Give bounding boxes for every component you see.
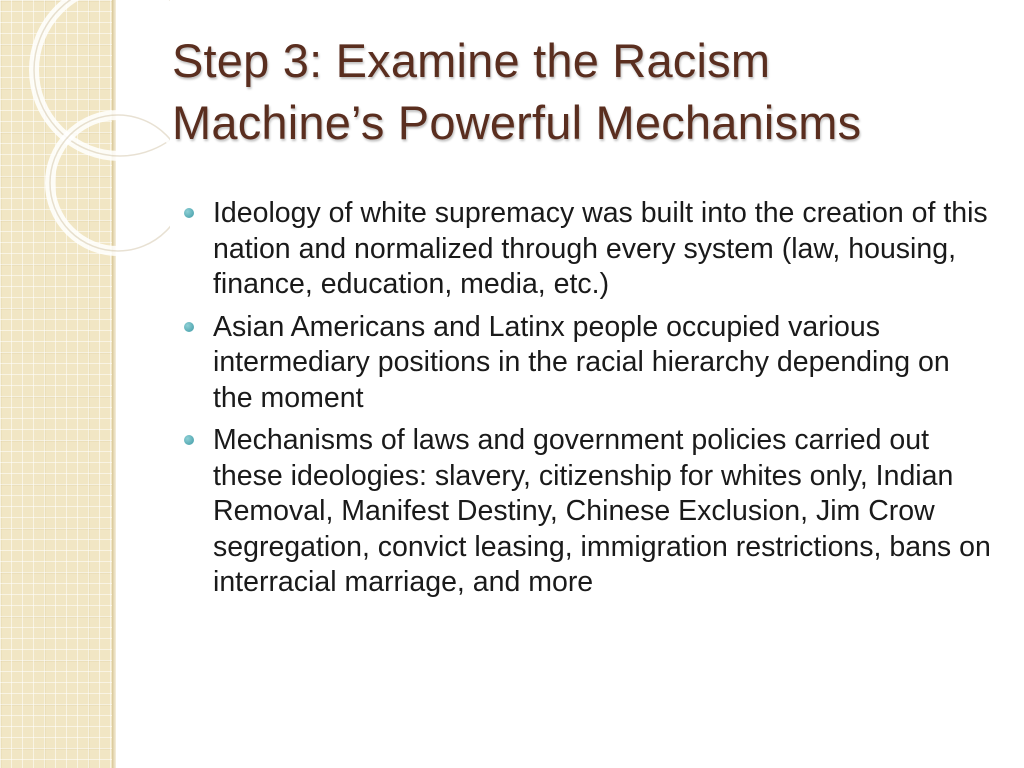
bullet-dot-icon [184, 208, 194, 218]
bullet-item [182, 310, 992, 417]
bullet-item [182, 196, 992, 303]
slide-title-line-2: Machine’s Powerful Mechanisms [172, 96, 862, 149]
decorative-rings [0, 0, 170, 300]
slide-title-line-1: Step 3: Examine the Racism [172, 34, 771, 87]
bullet-dot-icon [184, 322, 194, 332]
bullet-text: Mechanisms of laws and government policies carried out these ideologies: slavery, citizenship for whites only, Indian Removal, Manifest Destiny, Chinese Exclusion, Jim Crow segregation, convict leasing, immigration restrictions, bans on interracial marriage, and more [213, 424, 991, 598]
bullet-text: Ideology of white supremacy was built into the creation of this nation and normalized through every system (law, housing, finance, education, media, etc.) [213, 197, 988, 300]
bullet-text: Asian Americans and Latinx people occupied various intermediary positions in the racial hierarchy depending on the moment [213, 310, 950, 414]
bullet-dot-icon [184, 435, 194, 445]
bullet-item [182, 423, 992, 601]
slide-title [172, 30, 992, 154]
bullet-list [182, 196, 992, 608]
